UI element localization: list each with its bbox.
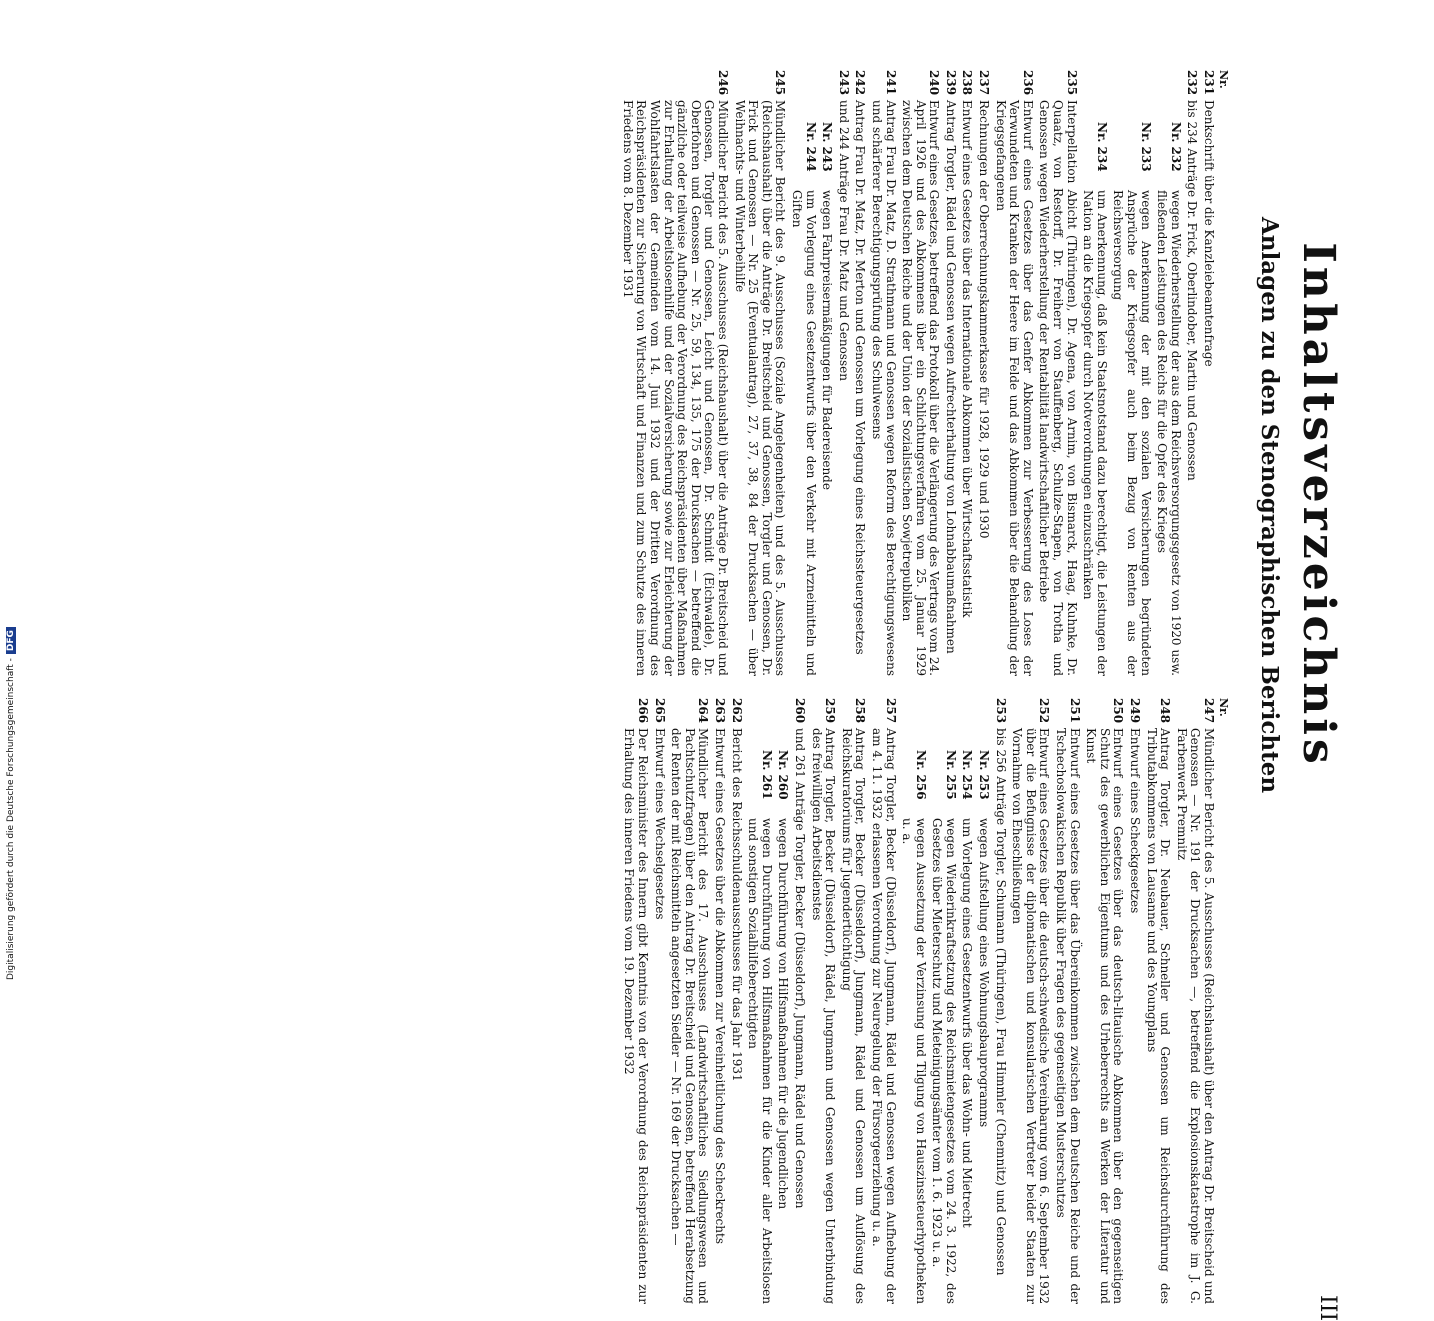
toc-entry [622,698,649,1304]
entry-number: 260 [792,698,807,724]
entry-number: 235 [1064,70,1079,96]
toc-sub-entry [789,70,816,676]
entry-number: 263 [713,698,727,724]
toc-column-left [617,70,1230,676]
toc-entry [809,698,836,1304]
entry-text: Entwurf eines Gesetzes über das deutsch-litauische Abkommen über den gegenseitigen Schutz des gewerblichen Eigentums und des Urheberrechts an Werken der Literatur und Kunst [1084,728,1126,1304]
toc-sub-entry [977,698,991,1304]
toc-entry [1127,698,1141,1304]
entry-text: Mündlicher Bericht des 9. Ausschusses (Soziale Angelegenheiten) und des 5. Ausschusses (Reichshaushalt) über die Anträge Dr. Breitscheid und Genossen, Torgler und Genossen, Dr. Frick und Genossen — Nr. 25 (Eventualantrag), 27, 37, 38, 84 der Drucksachen — über Weihnachts- und Winterbeihilfe [732,100,788,676]
entry-number: 240 [927,70,942,96]
toc-sub-entry [1081,70,1108,676]
entry-number: 243 [836,70,851,96]
page-number: III [1315,1295,1340,1321]
page-subtitle: Anlagen zu den Stenographischen Berichten [1256,216,1283,794]
entry-text: Denkschrift über die Kanzleiebeamtenfrage [1202,100,1216,367]
entry-number: Nr. 256 [913,750,928,800]
entry-number: Nr. 253 [977,750,992,800]
entry-text: bis 234 Anträge Dr. Frick, Oberlindober, Martin und Genossen [1185,100,1200,481]
dfg-logo: DFG [6,627,16,654]
entry-text: Mündlicher Bericht des 5. Ausschusses (Reichshaushalt) über die Anträge Dr. Breitscheid und Genossen, Torgler und Genossen, Leicht und Genossen, Dr. Schmidt (Eichwalde), Dr. Oberfohren und Genossen — Nr. 25, 59, 134, 135, 175 der Drucksachen — betreffend die gänzliche oder teilweise Aufhebung der Verordnung des Reichspräsidenten über Maßnahmen zur Erhaltung der Arbeitslosenhilfe und der Sozialversicherung sowie zur Erleichterung der Wohlfahrtslasten der Gemeinden vom 14. Juni 1932 und der Dritten Verordnung des Reichspräsidenten zur Sicherung von Wirtschaft und Finanzen und zum Schutze des inneren Friedens vom 8. Dezember 1931 [620,100,730,676]
entry-text: wegen Durchführung von Hilfsmaßnahmen für die Jugendlichen [776,818,791,1210]
toc-entry [900,70,941,676]
entry-text: Antrag Frau Dr. Matz, Dr. Merton und Genossen um Vorlegung eines Reichssteuergesetzes [853,100,868,655]
entry-number: 236 [1020,70,1035,96]
entry-number: Nr. 260 [776,750,791,800]
entry-number: Nr. 243 [820,122,835,172]
toc-entry [869,698,896,1304]
toc-sub-entry [1155,70,1182,676]
entry-text: Mündlicher Bericht des 17. Ausschusses (Landwirtschaftliches Siedlungswesen und Pachtschutzfragen) über den Antrag Dr. Breitscheid und Genossen, betreffend Herabsetzung der Renten der mit Reichsmitteln angesetzten Siedler — Nr. 169 der Drucksachen — [669,728,711,1304]
entry-text: Entwurf eines Scheckgesetzes [1128,728,1143,914]
toc-entry [960,70,974,676]
toc-list-right [622,698,1215,1304]
toc-entry [729,698,743,1304]
toc-sub-entry [900,698,927,1304]
toc-sub-entry [776,698,790,1304]
entry-text: wegen Fahrpreisermäßigungen für Badereisende [820,190,835,490]
entry-text: um Anerkennung, daß kein Staatsnotstand dazu berechtigt, die Leistungen der Nation an die Kriegsopfer durch Notverordnungen einzuschränken [1081,190,1109,676]
toc-sub-entry [960,698,974,1304]
toc-column-right [617,698,1230,1304]
toc-entry [1010,698,1051,1304]
toc-entry [712,698,726,1304]
entry-number: Nr. 244 [803,122,818,172]
entry-number: 232 [1185,70,1200,96]
entry-text: Entwurf eines Gesetzes über die deutsch-schwedische Vereinbarung vom 6. September 1932 über die Befugnisse der diplomatischen und konsularischen Vertreter beider Staaten zur Vornahme von Eheschließungen [1010,728,1052,1304]
entry-number: Nr. 261 [759,750,774,800]
entry-text: Antrag Frau Dr. Matz, D. Strathmann und Genossen wegen Reform des Berechtigungswesens und schärferer Berechtigungsprüfung des Schulwesens [869,100,898,676]
entry-number: Nr. 254 [960,750,975,800]
entry-text: Entwurf eines Gesetzes, betreffend das Protokoll über die Verlängerung des Vertrags vom 24. April 1926 und des Abkommens über ein Schlichtungsverfahren vom 25. Januar 1929 zwischen dem Deutschen Reiche und der Union der Sozialistischen Sowjetrepubliken [900,100,942,676]
entry-text: Antrag Torgler, Becker (Düsseldorf), Jungmann, Rädel und Genossen um Auflösung des Reichskuratoriums für Jugendertüchtigung [839,728,868,1304]
entry-number: Nr. 234 [1094,122,1109,172]
entry-number: 245 [773,70,788,96]
nr-label-left: Nr. [1217,70,1230,89]
entry-number: 248 [1158,698,1173,724]
toc-entry [977,70,991,676]
entry-text: Interpellation Abicht (Thüringen), Dr. Agena, von Arnim, von Bismarck, Haag, Kuhnke, Dr. Quaatz, von Restorff, Dr. Freiherr von Stauffenberg, Schulze-Stapen, von Trotha und Genossen wegen Wiederherstellung der Rentabilität landwirtschaftlicher Betriebe [1037,100,1079,676]
toc-entry [792,698,806,1304]
toc-entry [1053,698,1080,1304]
entry-text: Entwurf eines Gesetzes über die Abkommen zur Vereinheitlichung des Scheckrechts [713,728,727,1244]
entry-text: Entwurf eines Gesetzes über das Internationale Abkommen über Wirtschaftsstatistik [960,100,975,618]
toc-entry [943,70,957,676]
toc-entry [1201,70,1215,676]
toc-entry [839,698,866,1304]
entry-text: Der Reichsminister des Innern gibt Kenntnis von der Verordnung des Reichspräsidenten zur Erhaltung des inneren Friedens vom 19. Dezember 1932 [622,728,651,1304]
toc-entry [669,698,710,1304]
toc-entry [869,70,896,676]
entry-text: bis 256 Anträge Torgler, Schumann (Thüringen), Frau Himmler (Chemnitz) und Genossen [993,728,1008,1276]
entry-text: wegen Durchführung von Hilfsmaßnahmen für die Kinder aller Arbeitslosen und sonstigen Sozialhilfeberechtigten [746,818,774,1304]
entry-number: 265 [652,698,667,724]
toc-entry [1185,70,1199,676]
footer-credit [6,627,16,980]
toc-entry [993,70,1034,676]
rotated-content [90,70,1344,1321]
entry-text: und 261 Anträge Torgler, Becker (Düsseldorf), Jungmann, Rädel und Genossen [792,728,807,1209]
nr-label-right: Nr. [1217,698,1230,717]
toc-entry [732,70,786,676]
toc-entry [836,70,850,676]
toc-sub-entry [746,698,773,1304]
entry-text: Mündlicher Bericht des 5. Ausschusses (Reichshaushalt) über den Antrag Dr. Breitscheid und Genossen — Nr. 191 der Drucksachen —, betreffend die Explosionskatastrophe im J. G. Farbenwerk Premnitz [1174,728,1216,1304]
entry-number: Nr. 233 [1138,122,1153,172]
entry-text: wegen Anerkennung der mit den sozialen Versicherungen begründeten Ansprüche der Kriegsopfer auch beim Bezug von Renten aus der Reichsversorgung [1111,190,1153,676]
toc-list-left [620,70,1215,676]
entry-number: 251 [1067,698,1082,724]
toc-sub-entry [1111,70,1152,676]
entry-number: Nr. 232 [1168,122,1183,172]
entry-number: 257 [883,698,898,724]
entry-text: Entwurf eines Gesetzes über das Übereinkommen zwischen dem Deutschen Reiche und der Tschechoslowakischen Republik über Fragen des gegenseitigen Musterschutzes [1054,728,1082,1304]
toc-entry [1144,698,1171,1304]
entry-number: 242 [853,70,868,96]
entry-text: Antrag Torgler, Dr. Neubauer, Schneller und Genossen um Reichsdurchführung des Tributabkommens von Lausanne und des Youngplans [1144,728,1173,1304]
entry-number: 246 [716,70,730,96]
entry-number: 249 [1128,698,1143,724]
toc-columns [617,70,1230,1305]
toc-sub-entry [930,698,957,1304]
toc-entry [1174,698,1215,1304]
toc-entry [652,698,666,1304]
toc-entry [620,70,729,676]
footer-text: Digitalisierung gefördert durch die Deutsche Forschungsgemeinschaft - [6,658,16,980]
entry-number: 237 [977,70,992,96]
entry-number: 250 [1111,698,1126,724]
entry-text: Antrag Torgler, Becker (Düsseldorf), Rädel, Jungmann und Genossen wegen Unterbindung des freiwilligen Arbeitsdienstes [809,728,838,1304]
entry-text: wegen Wiederherstellung der aus dem Reichsversorgungsgesetz von 1920 usw. fließenden Leistungen des Reichs für die Opfer des Krieges [1155,190,1183,676]
toc-entry [853,70,867,676]
entry-text: wegen Aufstellung eines Wohnungsbauprogramms [977,818,992,1128]
header [1256,70,1344,940]
entry-text: wegen Aussetzung der Verzinsung und Tilgung von Hauszinssteuerhypotheken u. a. [900,818,928,1304]
toc-entry [1084,698,1125,1304]
entry-text: wegen Wiederinkraftsetzung des Reichsmietengesetzes vom 24. 3. 1922, des Gesetzes über Mieterschutz und Mieteinigungsämter vom 1. 6. 1923 u. a. [930,818,958,1304]
entry-text: Antrag Torgler, Rädel und Genossen wegen Aufrechterhaltung von Lohnabbaumaßnahmen [943,100,958,654]
entry-text: um Vorlegung eines Gesetzentwurfs über das Wohn- und Mietrecht [960,818,975,1228]
entry-text: Entwurf eines Gesetzes über das Genfer Abkommen zur Verbesserung des Loses der Verwundeten und Kranken der Heere im Felde und das Abkommen über die Behandlung der Kriegsgefangenen [993,100,1035,676]
entry-number: 264 [696,698,711,724]
entry-text: Rechnungen der Oberrechnungskammerkasse für 1928, 1929 und 1930 [977,100,992,539]
entry-number: 241 [883,70,898,96]
entry-number: 259 [823,698,838,724]
entry-number: 258 [853,698,868,724]
entry-text: Bericht des Reichsschuldenausschusses für das Jahr 1931 [729,728,744,1082]
entry-number: 253 [993,698,1008,724]
entry-text: und 244 Anträge Frau Dr. Matz und Genossen [836,100,851,381]
entry-number: 247 [1202,698,1216,724]
entry-text: Entwurf eines Wechselgesetzes [652,728,667,920]
entry-number: 252 [1037,698,1052,724]
entry-number: 238 [960,70,975,96]
toc-entry [993,698,1007,1304]
entry-text: um Vorlegung eines Gesetzentwurfs über den Verkehr mit Arzneimitteln und Giften [789,190,818,676]
toc-sub-entry [820,70,834,676]
entry-number: 262 [729,698,744,724]
page-title: Inhaltsverzeichnis [1293,242,1344,768]
entry-number: Nr. 255 [943,750,958,800]
entry-number: 239 [943,70,958,96]
toc-entry [1037,70,1078,676]
entry-number: 266 [636,698,651,724]
entry-number: 231 [1202,70,1216,96]
entry-text: Antrag Torgler, Becker (Düsseldorf), Jungmann, Rädel und Genossen wegen Aufhebung der am 4. 11. 1932 erlassenen Verordnung zur Neuregelung der Fürsorgeerziehung u. a. [869,728,898,1304]
